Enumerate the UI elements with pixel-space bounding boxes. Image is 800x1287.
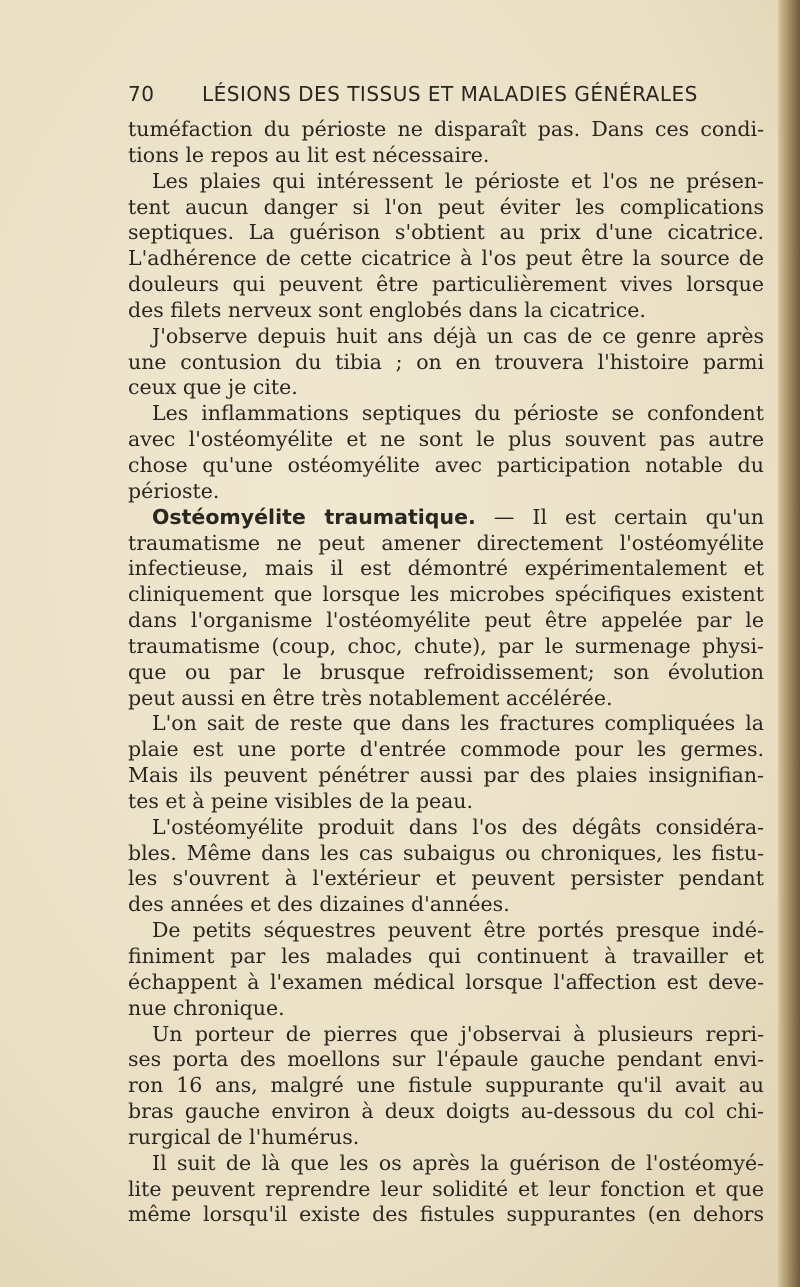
line-text: chose qu'une ostéomyélite avec participation notable du — [128, 452, 764, 477]
text-line — [128, 1202, 764, 1228]
text-line — [128, 970, 764, 996]
text-line — [128, 298, 764, 324]
line-text: finiment par les malades qui continuent à travailler et — [128, 944, 764, 968]
line-text: J'observe depuis huit ans déjà un cas de ce genre après — [152, 323, 764, 348]
line-text: Mais ils peuvent pénétrer aussi par des plaies insignifian- — [128, 763, 764, 788]
text-line — [128, 944, 764, 970]
line-text: nue chronique. — [128, 995, 285, 1020]
text-line — [128, 686, 764, 712]
line-text: Les inflammations septiques du périoste se confondent — [152, 401, 764, 426]
text-line — [128, 1125, 764, 1151]
line-text: des années et des dizaines d'années. — [128, 892, 510, 917]
line-text: tent aucun danger si l'on peut éviter les complications — [128, 194, 764, 219]
text-line — [128, 815, 764, 841]
line-text: traumatisme (coup, choc, chute), par le surmenage physi- — [128, 633, 764, 658]
line-text: les s'ouvrent à l'extérieur et peuvent persister pendant — [128, 866, 764, 891]
text-line — [128, 634, 764, 660]
text-line — [128, 1099, 764, 1125]
text-line — [128, 143, 764, 169]
line-text: ses porta des moellons sur l'épaule gauche pendant envi- — [128, 1047, 764, 1072]
text-line — [128, 350, 764, 376]
text-line — [128, 401, 764, 427]
text-line — [128, 996, 764, 1022]
text-line — [128, 660, 764, 686]
line-text: L'ostéomyélite produit dans l'os des dégâts considéra- — [152, 814, 764, 839]
line-text: des filets nerveux sont englobés dans la cicatrice. — [128, 297, 646, 322]
line-text: même lorsqu'il existe des fistules suppurantes (en dehors — [128, 1202, 764, 1227]
text-line — [128, 892, 764, 918]
text-line — [128, 375, 764, 401]
text-line — [128, 608, 764, 634]
text-line — [128, 918, 764, 944]
text-line — [128, 169, 764, 195]
text-line — [128, 1073, 764, 1099]
line-text: tuméfaction du périoste ne disparaît pas. Dans ces condi- — [128, 117, 764, 141]
running-title: LÉSIONS DES TISSUS ET MALADIES GÉNÉRALES — [202, 82, 698, 106]
text-line — [128, 220, 764, 246]
line-text: ceux que je cite. — [128, 375, 298, 400]
line-text: Il suit de là que les os après la guérison de l'ostéomyé- — [152, 1150, 764, 1175]
running-header — [128, 82, 768, 106]
line-text: Les plaies qui intéressent le périoste et l'os ne présen- — [152, 168, 764, 193]
line-text: tions le repos au lit est nécessaire. — [128, 142, 490, 167]
body-text — [128, 117, 764, 1228]
text-line — [128, 453, 764, 479]
page-edge-shadow — [778, 0, 800, 1287]
text-line — [128, 531, 764, 557]
text-line — [128, 272, 764, 298]
line-text: une contusion du tibia ; on en trouvera l'histoire parmi — [128, 349, 764, 374]
text-line — [128, 556, 764, 582]
text-line — [128, 789, 764, 815]
line-text: ron 16 ans, malgré une fistule suppurante qu'il avait au — [128, 1073, 764, 1098]
text-line — [128, 117, 764, 143]
section-heading: Ostéomyélite traumatique. — [152, 504, 476, 529]
line-text: périoste. — [128, 478, 220, 503]
text-line — [128, 479, 764, 505]
line-text: rurgical de l'humérus. — [128, 1124, 360, 1149]
line-text: bras gauche environ à deux doigts au-dessous du col chi- — [128, 1099, 764, 1124]
text-line — [128, 711, 764, 737]
line-text: douleurs qui peuvent être particulièrement vives lorsque — [128, 272, 764, 297]
line-text: septiques. La guérison s'obtient au prix d'une cicatrice. — [128, 220, 764, 245]
line-text: — Il est certain qu'un — [493, 504, 764, 529]
line-text: tes et à peine visibles de la peau. — [128, 788, 474, 813]
text-line — [128, 737, 764, 763]
text-line — [128, 195, 764, 221]
line-text: lite peuvent reprendre leur solidité et leur fonction et que — [128, 1176, 764, 1201]
line-text: cliniquement que lorsque les microbes spécifiques existent — [128, 582, 764, 607]
line-text: peut aussi en être très notablement accélérée. — [128, 685, 613, 710]
text-line — [128, 1047, 764, 1073]
page-number: 70 — [128, 82, 155, 106]
text-line — [128, 1022, 764, 1048]
text-line — [128, 841, 764, 867]
text-line — [128, 324, 764, 350]
line-text: avec l'ostéomyélite et ne sont le plus souvent pas autre — [128, 427, 764, 452]
text-line — [128, 763, 764, 789]
line-text: infectieuse, mais il est démontré expérimentalement et — [128, 556, 764, 581]
line-text: L'adhérence de cette cicatrice à l'os peut être la source de — [128, 246, 764, 271]
line-text: De petits séquestres peuvent être portés presque indé- — [152, 918, 764, 943]
text-line — [128, 246, 764, 272]
line-text: plaie est une porte d'entrée commode pour les germes. — [128, 737, 764, 762]
line-text: L'on sait de reste que dans les fractures compliquées la — [152, 711, 764, 736]
line-text: dans l'organisme l'ostéomyélite peut être appelée par le — [128, 608, 764, 633]
line-text: que ou par le brusque refroidissement; son évolution — [128, 659, 764, 684]
text-line — [128, 582, 764, 608]
text-line — [128, 505, 764, 531]
line-text: bles. Même dans les cas subaigus ou chroniques, les fistu- — [128, 840, 764, 865]
text-line — [128, 427, 764, 453]
line-text: traumatisme ne peut amener directement l'ostéomyélite — [128, 530, 764, 555]
line-text: échappent à l'examen médical lorsque l'affection est deve- — [128, 969, 764, 994]
text-line — [128, 1177, 764, 1203]
text-line — [128, 1151, 764, 1177]
line-text: Un porteur de pierres que j'observai à plusieurs repri- — [152, 1021, 764, 1046]
text-line — [128, 866, 764, 892]
